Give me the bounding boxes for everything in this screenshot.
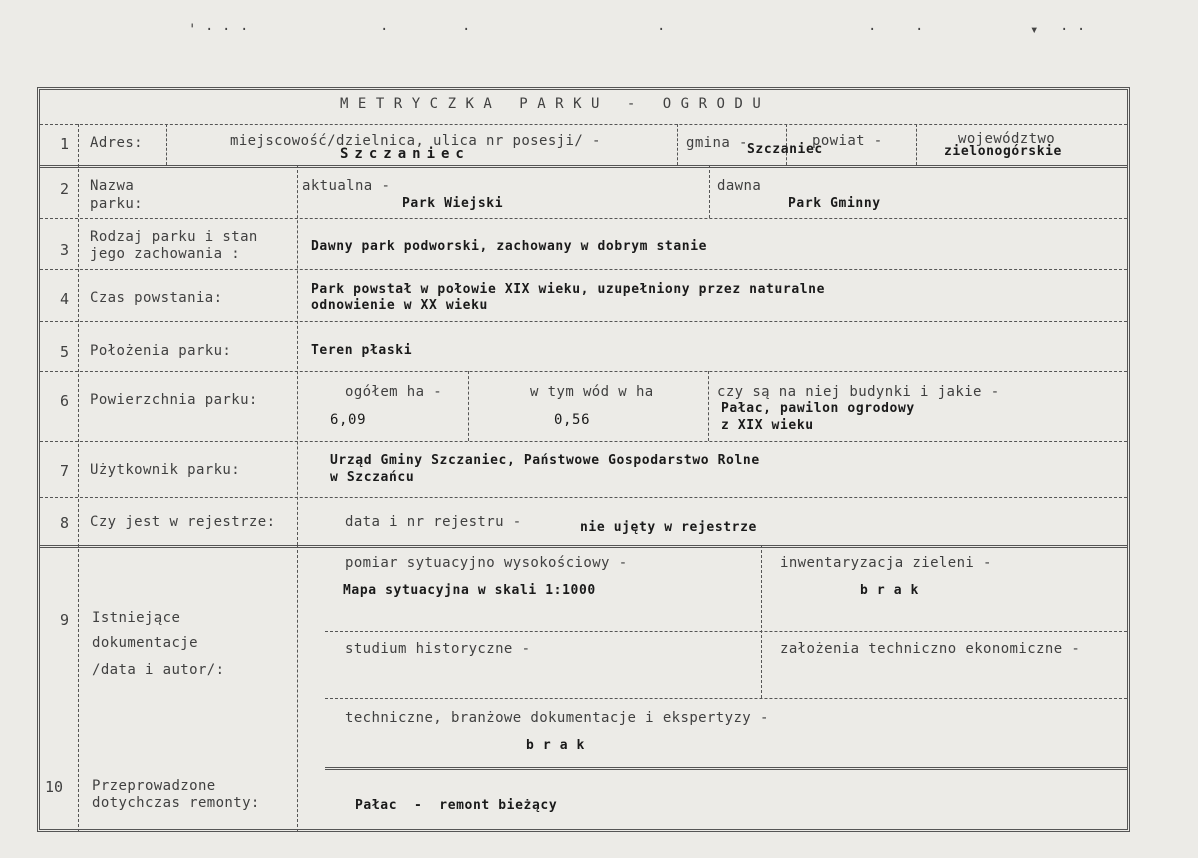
row-3-number: 3 (60, 241, 70, 259)
address-label: Adres: (90, 135, 143, 151)
user-label: Użytkownik parku: (90, 462, 241, 478)
total-area-header: ogółem ha - (345, 384, 443, 400)
documentation-label-1: Istniejące (92, 610, 181, 626)
inventory-value: b r a k (860, 583, 919, 598)
creation-time-value-1: Park powstał w połowie XIX wieku, uzupełniony przez naturalne (311, 282, 826, 297)
powiat-header: powiat - (812, 133, 883, 149)
location-value: Teren płaski (311, 343, 413, 358)
location-label: Położenia parku: (90, 343, 232, 359)
row-9-number: 9 (60, 611, 70, 629)
row-7-number: 7 (60, 462, 70, 480)
park-name-label-1: Nazwa (90, 178, 135, 194)
voivodeship-value: zielonogórskie (944, 144, 1062, 159)
buildings-header: czy są na niej budynki i jakie - (717, 384, 1000, 400)
tech-econ-header: założenia techniczno ekonomiczne - (780, 641, 1081, 657)
row-8-number: 8 (60, 514, 70, 532)
former-name-header: dawna (717, 178, 762, 194)
water-area-header: w tym wód w ha (530, 384, 654, 400)
buildings-value-2: z XIX wieku (721, 418, 814, 433)
register-header: data i nr rejestru - (345, 514, 522, 530)
renovations-label-2: dotychczas remonty: (92, 795, 260, 811)
gmina-header: gmina - (686, 135, 748, 151)
park-name-label-2: parku: (90, 196, 143, 212)
former-name-value: Park Gminny (788, 196, 881, 211)
locality-header: miejscowość/dzielnica, ulica nr posesji/ - (230, 133, 601, 149)
voivodeship-header: województwo (958, 131, 1056, 147)
current-name-header: aktualna - (302, 178, 391, 194)
water-area-value: 0,56 (554, 412, 591, 428)
current-name-value: Park Wiejski (402, 196, 504, 211)
creation-time-label: Czas powstania: (90, 290, 223, 306)
park-type-value: Dawny park podworski, zachowany w dobrym stanie (311, 239, 708, 254)
creation-time-value-2: odnowienie w XX wieku (311, 298, 488, 313)
user-value-2: w Szczańcu (330, 470, 415, 485)
renovations-label-1: Przeprowadzone (92, 778, 216, 794)
gmina-value: Szczaniec (747, 142, 823, 157)
park-registration-form (37, 87, 1130, 832)
register-value: nie ujęty w rejestrze (580, 520, 757, 535)
scan-specks: ' · · · · · · · · ▾ · · (188, 22, 1086, 38)
area-label: Powierzchnia parku: (90, 392, 258, 408)
register-label: Czy jest w rejestrze: (90, 514, 276, 530)
total-area-value: 6,09 (330, 412, 367, 428)
row-5-number: 5 (60, 343, 70, 361)
inventory-header: inwentaryzacja zieleni - (780, 555, 992, 571)
documentation-label-3: /data i autor/: (92, 662, 225, 678)
row-4-number: 4 (60, 290, 70, 308)
survey-value: Mapa sytuacyjna w skali 1:1000 (343, 583, 596, 598)
technical-docs-header: techniczne, branżowe dokumentacje i ekspertyzy - (345, 710, 769, 726)
survey-header: pomiar sytuacyjno wysokościowy - (345, 555, 628, 571)
renovations-value: Pałac - remont bieżący (355, 798, 558, 813)
buildings-value-1: Pałac, pawilon ogrodowy (721, 401, 915, 416)
documentation-label-2: dokumentacje (92, 635, 198, 651)
row-6-number: 6 (60, 392, 70, 410)
form-title: METRYCZKA PARKU - OGRODU (340, 96, 771, 112)
technical-docs-value: b r a k (526, 738, 585, 753)
user-value-1: Urząd Gminy Szczaniec, Państwowe Gospodarstwo Rolne (330, 453, 760, 468)
row-1-number: 1 (60, 135, 70, 153)
row-10-number: 10 (45, 778, 64, 796)
park-type-label-1: Rodzaj parku i stan (90, 229, 258, 245)
park-type-label-2: jego zachowania : (90, 246, 241, 262)
locality-value: Szczaniec (340, 146, 470, 162)
row-2-number: 2 (60, 180, 70, 198)
history-study-header: studium historyczne - (345, 641, 531, 657)
